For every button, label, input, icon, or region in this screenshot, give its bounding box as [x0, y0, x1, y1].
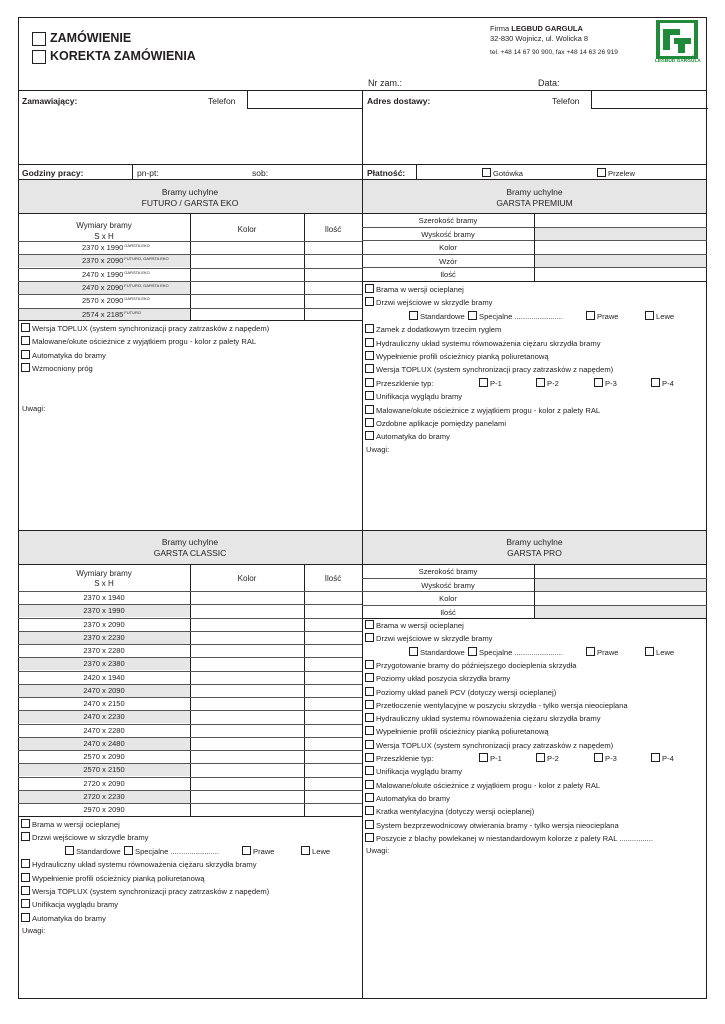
futuro-color-header: Kolor	[237, 225, 257, 234]
pro-field-bg	[535, 579, 706, 591]
checkbox[interactable]	[21, 819, 30, 828]
classic-size-row: 2370 x 2230	[83, 632, 125, 642]
hours-label: Godziny pracy:	[22, 168, 84, 178]
classic-size-row: 2570 x 2090	[83, 752, 125, 761]
premium-field-bg	[535, 241, 706, 253]
checkbox[interactable]	[468, 647, 477, 656]
futuro-option[interactable]: Wzmocniony próg	[21, 363, 93, 373]
checkbox[interactable]	[365, 405, 374, 414]
pro-field-bg	[535, 565, 706, 577]
futuro-size-row: 2574 x $2185^{FUTURO}$	[82, 309, 141, 319]
classic-dim-header: Wymiary bramy S x H	[76, 569, 132, 588]
special-option[interactable]: Specjalne .......................	[124, 846, 219, 856]
orderer-phone-label: Telefon	[208, 96, 236, 106]
right-option[interactable]: Prawe	[242, 846, 275, 856]
classic-option[interactable]: Brama w wersji ocieplanej	[21, 819, 120, 829]
checkbox[interactable]	[21, 899, 30, 908]
orderer-label: Zamawiający:	[22, 96, 78, 106]
pro-option[interactable]: Kratka wentylacyjna (dotyczy wersji ocieplanej)	[365, 806, 534, 816]
checkbox[interactable]	[365, 620, 374, 629]
orderer-phone-field[interactable]	[247, 90, 363, 109]
classic-notes-label: Uwagi:	[22, 926, 46, 936]
checkbox[interactable]	[21, 873, 30, 882]
premium-notes-label: Uwagi:	[366, 444, 390, 454]
standard-option[interactable]: Standardowe	[65, 846, 121, 856]
delivery-phone-label: Telefon	[552, 96, 580, 106]
premium-field-label: Szerokość bramy	[418, 216, 478, 225]
company-address: 32-830 Wojnicz, ul. Wolicka 8	[490, 34, 589, 43]
p4-option[interactable]: P-4	[651, 378, 674, 388]
delivery-phone-field[interactable]	[591, 90, 708, 109]
checkbox[interactable]	[586, 311, 595, 320]
premium-option[interactable]: Brama w wersji ocieplanej	[365, 284, 464, 294]
checkbox[interactable]	[365, 806, 374, 815]
logo-caption: LEGBUD GARGULA	[655, 59, 701, 64]
premium-option[interactable]: Drzwi wejściowe w skrzydle bramy	[365, 297, 492, 307]
futuro-size-row: 2370 x $1990^{GARSTA EKO}$	[82, 243, 150, 252]
checkbox[interactable]	[365, 687, 374, 696]
checkbox[interactable]	[365, 297, 374, 306]
checkbox[interactable]	[365, 633, 374, 642]
checkbox[interactable]	[365, 713, 374, 722]
checkbox[interactable]	[21, 913, 30, 922]
premium-field-bg	[535, 228, 706, 240]
classic-size-row: 2370 x 2280	[83, 646, 125, 655]
checkbox[interactable]	[365, 780, 374, 789]
classic-option[interactable]: Wersja TOPLUX (system synchronizacji pracy zatrzasków z napędem)	[21, 886, 269, 896]
pro-field-label: Szerokość bramy	[418, 567, 478, 576]
pro-field-label: Wyskość bramy	[421, 580, 475, 590]
checkbox[interactable]	[124, 846, 133, 855]
order-title: ZAMÓWIENIE	[50, 31, 132, 45]
pro-field-label: Kolor	[439, 594, 457, 603]
special-option[interactable]: Specjalne .......................	[468, 311, 563, 321]
checkbox[interactable]	[586, 647, 595, 656]
p2-option[interactable]: P-2	[536, 753, 559, 763]
checkbox[interactable]	[365, 284, 374, 293]
checkbox[interactable]	[365, 351, 374, 360]
premium-glazing: Przeszklenie typ: P-1 P-2 P-3 P-4	[365, 378, 433, 388]
checkbox[interactable]	[365, 338, 374, 347]
checkbox[interactable]	[409, 647, 418, 656]
pro-notes-label: Uwagi:	[366, 846, 390, 856]
order-number-label: Nr zam.:	[368, 78, 403, 88]
checkbox[interactable]	[479, 753, 488, 762]
saturday-label: sob:	[252, 168, 269, 178]
checkbox[interactable]	[365, 431, 374, 440]
pro-option[interactable]: Brama w wersji ocieplanej	[365, 620, 464, 630]
pro-title: Bramy uchylne GARSTA PRO	[506, 537, 563, 558]
checkbox[interactable]	[21, 832, 30, 841]
futuro-size-row: 2470 x $1990^{GARSTA EKO}$	[82, 269, 150, 279]
company-line: Firma LEGBUD GARGULA	[490, 24, 583, 33]
premium-field-bg	[535, 255, 706, 267]
checkbox[interactable]	[651, 378, 660, 387]
futuro-qty-header: Ilość	[324, 225, 342, 234]
classic-size-row: 2420 x 1940	[83, 672, 125, 682]
checkbox[interactable]	[536, 378, 545, 387]
checkbox[interactable]	[365, 378, 374, 387]
checkbox[interactable]	[365, 740, 374, 749]
p3-option[interactable]: P-3	[594, 378, 617, 388]
checkbox[interactable]	[242, 846, 251, 855]
checkbox[interactable]	[645, 647, 654, 656]
premium-field-bg	[535, 268, 706, 280]
checkbox[interactable]	[645, 311, 654, 320]
futuro-size-row: 2370 x $2090^{FUTURO, GARSTA EKO}$	[82, 256, 169, 266]
pro-option[interactable]: Drzwi wejściowe w skrzydle bramy	[365, 633, 492, 643]
p3-option[interactable]: P-3	[594, 753, 617, 763]
checkbox[interactable]	[21, 886, 30, 895]
checkbox[interactable]	[365, 391, 374, 400]
pro-option[interactable]: Poszycie z blachy powlekanej w niestandardowym kolorze z palety RAL ................	[365, 833, 653, 843]
classic-size-row: 2370 x 2380	[83, 659, 125, 669]
pro-field-bg	[535, 606, 706, 618]
classic-option[interactable]: Drzwi wejściowe w skrzydle bramy	[21, 832, 148, 842]
left-option[interactable]: Lewe	[645, 311, 674, 321]
classic-size-row: 2970 x 2090	[83, 805, 125, 814]
p4-option[interactable]: P-4	[651, 753, 674, 763]
pro-field-label: Ilość	[440, 607, 456, 617]
pro-option[interactable]: Automatyka do bramy	[365, 793, 450, 803]
right-option[interactable]: Prawe	[586, 311, 619, 321]
classic-size-row: 2470 x 2150	[83, 699, 125, 708]
checkbox[interactable]	[409, 311, 418, 320]
classic-size-row: 2720 x 2090	[83, 778, 125, 788]
classic-size-row: 2370 x 2090	[83, 619, 125, 629]
checkbox[interactable]	[365, 793, 374, 802]
classic-size-row: 2370 x 1990	[83, 606, 125, 616]
checkbox[interactable]	[597, 168, 606, 177]
checkbox[interactable]	[65, 846, 74, 855]
checkbox[interactable]	[365, 418, 374, 427]
standard-option[interactable]: Standardowe	[409, 647, 465, 657]
premium-option[interactable]: Automatyka do bramy	[365, 431, 450, 441]
checkbox[interactable]	[365, 364, 374, 373]
p1-option[interactable]: P-1	[479, 753, 502, 763]
checkbox[interactable]	[365, 833, 374, 842]
premium-option[interactable]: Wersja TOPLUX (system synchronizacji pracy zatrzasków z napędem)	[365, 364, 613, 374]
checkbox[interactable]	[482, 168, 491, 177]
payment-label: Płatność:	[367, 168, 406, 178]
special-option[interactable]: Specjalne .......................	[468, 647, 563, 657]
classic-option[interactable]: Unifikacja wyglądu bramy	[21, 899, 118, 909]
standard-option[interactable]: Standardowe	[409, 311, 465, 321]
pro-field-bg	[535, 592, 706, 604]
futuro-dim-header: Wymiary bramy S x H	[76, 221, 132, 241]
delivery-address-label: Adres dostawy:	[367, 96, 431, 106]
classic-size-row: 2470 x 2090	[83, 685, 125, 695]
classic-size-row: 2720 x 2230	[83, 791, 125, 801]
checkbox[interactable]	[21, 336, 30, 345]
classic-size-row: 2470 x 2230	[83, 712, 125, 722]
classic-size-row: 2470 x 2480	[83, 738, 125, 748]
transfer-option[interactable]: Przelew	[597, 168, 635, 178]
checkbox[interactable]	[21, 323, 30, 332]
checkbox[interactable]	[594, 753, 603, 762]
pro-option[interactable]: Przygotowanie bramy do późniejszego docieplenia skrzydła	[365, 660, 577, 670]
premium-option[interactable]: Hydrauliczny układ systemu równoważenia ciężaru skrzydła bramy	[365, 338, 601, 348]
pro-glazing: Przeszklenie typ: P-1 P-2 P-3 P-4	[365, 753, 433, 763]
premium-option[interactable]: Zamek z dodatkowym trzecim ryglem	[365, 324, 501, 334]
classic-title: Bramy uchylne GARSTA CLASSIC	[153, 537, 227, 558]
right-option[interactable]: Prawe	[586, 647, 619, 657]
pro-option[interactable]: System bezprzewodnicowy otwierania bramy - tylko wersja nieocieplana	[365, 820, 619, 830]
date-label: Data:	[538, 78, 560, 88]
cash-option[interactable]: Gotówka	[482, 168, 523, 178]
premium-field-label: Kolor	[439, 243, 457, 253]
futuro-option[interactable]: Malowane/okute ościeżnice z wyjątkiem progu - kolor z palety RAL	[21, 336, 256, 346]
classic-color-header: Kolor	[237, 574, 257, 583]
pro-option[interactable]: Unifikacja wyglądu bramy	[365, 766, 462, 776]
checkbox[interactable]	[365, 820, 374, 829]
premium-option[interactable]: Malowane/okute ościeżnice z wyjątkiem progu - kolor z palety RAL	[365, 405, 600, 415]
mon-fri-label: pn-pt:	[137, 168, 159, 178]
classic-size-row: 2470 x 2280	[83, 725, 125, 735]
classic-qty-header: Ilość	[324, 574, 342, 583]
checkbox[interactable]	[365, 660, 374, 669]
checkbox[interactable]	[365, 324, 374, 333]
checkbox[interactable]	[21, 350, 30, 359]
checkbox[interactable]	[21, 363, 30, 372]
pro-option[interactable]: Malowane/okute ościeżnice z wyjątkiem progu - kolor z palety RAL	[365, 780, 600, 790]
checkbox[interactable]	[301, 846, 310, 855]
checkbox[interactable]	[365, 673, 374, 682]
checkbox[interactable]	[594, 378, 603, 387]
checkbox[interactable]	[365, 726, 374, 735]
classic-size-row: 2570 x 2150	[83, 765, 125, 775]
pro-option[interactable]: Wersja TOPLUX (system synchronizacji pracy zatrzasków z napędem)	[365, 740, 613, 750]
premium-field-label: Wyskość bramy	[421, 229, 475, 239]
futuro-size-row: 2570 x $2090^{GARSTA EKO}$	[82, 296, 150, 306]
classic-size-row: 2370 x 1940	[83, 593, 125, 602]
checkbox[interactable]	[21, 859, 30, 868]
pro-option[interactable]: Hydrauliczny układ systemu równoważenia ciężaru skrzydła bramy	[365, 713, 601, 723]
left-option[interactable]: Lewe	[301, 846, 330, 856]
pro-option[interactable]: Poziomy układ poszycia skrzydła bramy	[365, 673, 510, 683]
futuro-option[interactable]: Wersja TOPLUX (system synchronizacji pracy zatrzasków z napędem)	[21, 323, 269, 333]
premium-option[interactable]: Ozdobne aplikacje pomiędzy panelami	[365, 418, 506, 428]
pro-option[interactable]: Poziomy układ paneli PCV (dotyczy wersji ocieplanej)	[365, 687, 556, 697]
premium-field-label: Wzór	[439, 256, 457, 266]
premium-option[interactable]: Wypełnienie profili ościeżnicy pianką poliuretanową	[365, 351, 549, 361]
company-contact: tel. +48 14 67 90 900, fax +48 14 63 26 919	[490, 49, 618, 56]
premium-field-label: Ilość	[440, 270, 456, 280]
premium-title: Bramy uchylne GARSTA PREMIUM	[496, 187, 573, 208]
classic-option[interactable]: Wypełnienie profili ościeżnicy pianką poliuretanową	[21, 873, 205, 883]
futuro-size-row: 2470 x $2090^{FUTURO, GARSTA EKO}$	[82, 282, 169, 292]
pro-option[interactable]: Przetłoczenie wentylacyjne w poszyciu skrzydła - tylko wersja nieocieplana	[365, 700, 628, 710]
pro-option[interactable]: Wypełnienie profili ościeżnicy pianką poliuretanową	[365, 726, 549, 736]
checkbox[interactable]	[651, 753, 660, 762]
checkbox[interactable]	[365, 766, 374, 775]
classic-option[interactable]: Hydrauliczny układ systemu równoważenia ciężaru skrzydła bramy	[21, 859, 257, 869]
p2-option[interactable]: P-2	[536, 378, 559, 388]
futuro-notes-label: Uwagi:	[22, 404, 46, 413]
p1-option[interactable]: P-1	[479, 378, 502, 388]
premium-option[interactable]: Unifikacja wyglądu bramy	[365, 391, 462, 401]
left-option[interactable]: Lewe	[645, 647, 674, 657]
checkbox[interactable]	[365, 700, 374, 709]
futuro-title: Bramy uchylne FUTURO / GARSTA EKO	[141, 187, 239, 208]
classic-option[interactable]: Automatyka do bramy	[21, 913, 106, 923]
checkbox[interactable]	[536, 753, 545, 762]
checkbox[interactable]	[468, 311, 477, 320]
checkbox[interactable]	[479, 378, 488, 387]
premium-field-bg	[535, 214, 706, 226]
checkbox[interactable]	[365, 753, 374, 762]
futuro-option[interactable]: Automatyka do bramy	[21, 350, 106, 360]
correction-title: KOREKTA ZAMÓWIENIA	[50, 49, 196, 63]
